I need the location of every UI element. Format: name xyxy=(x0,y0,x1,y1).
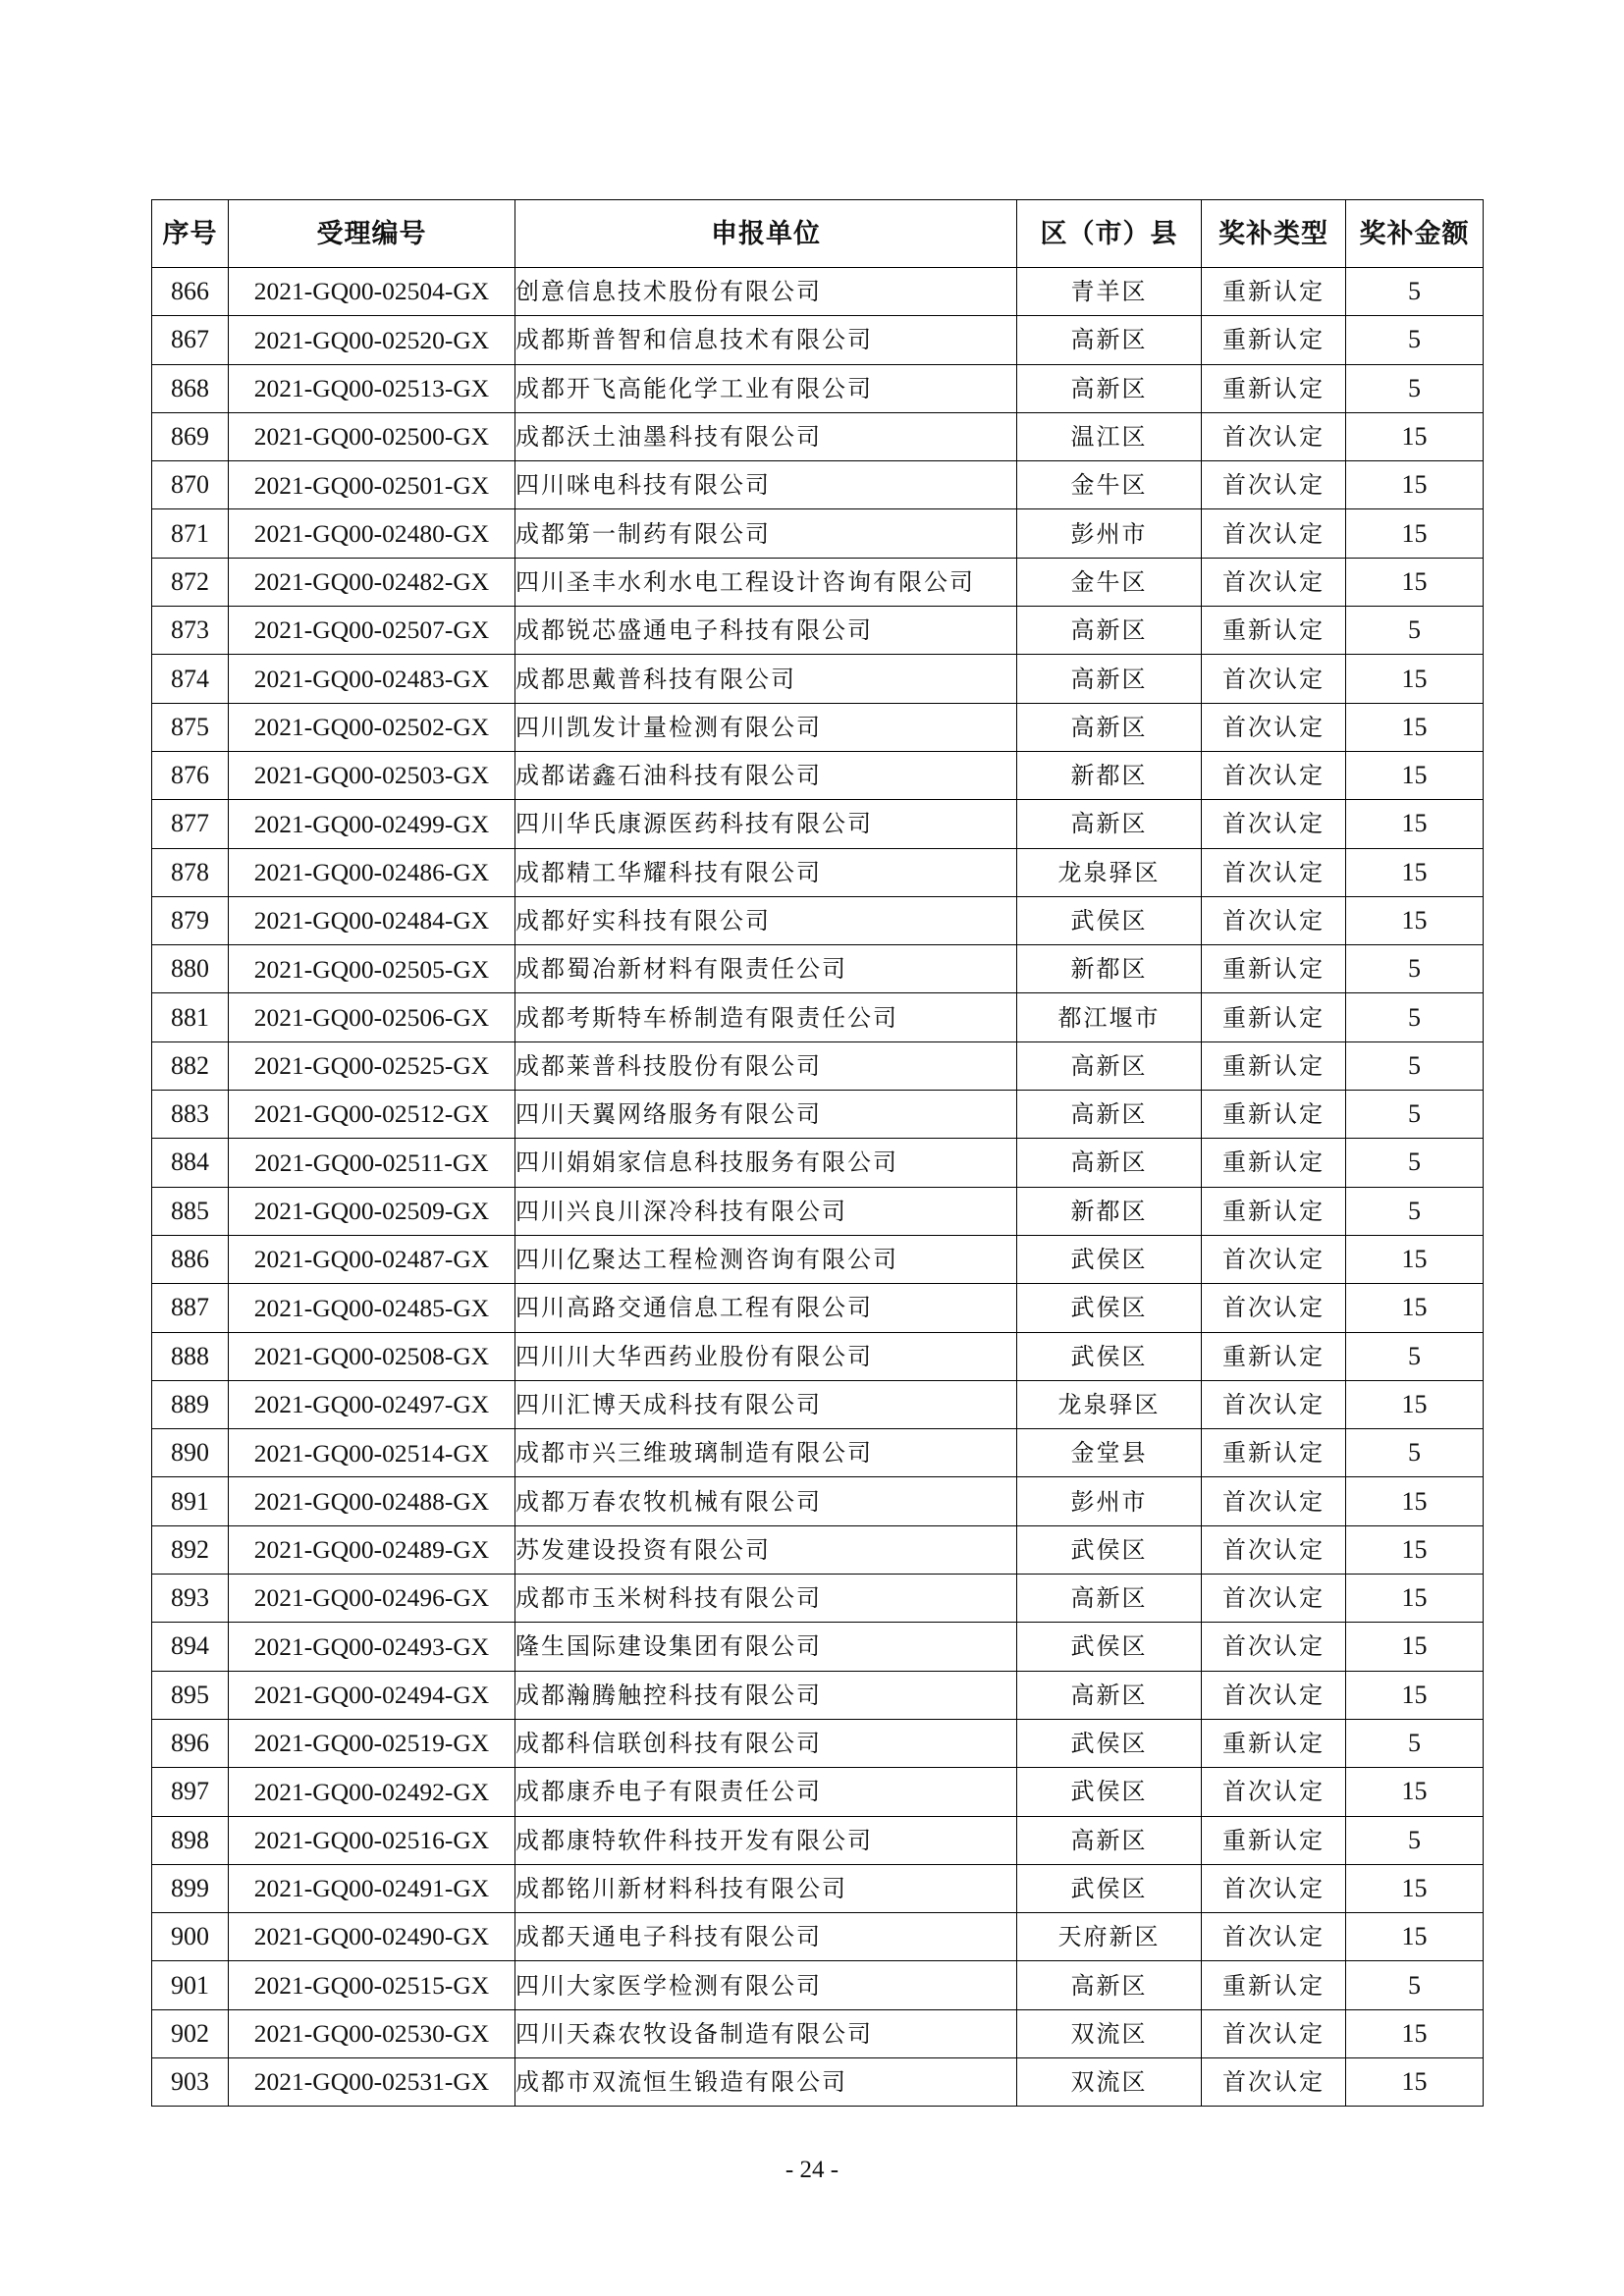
cell-area: 武侯区 xyxy=(1017,1332,1202,1380)
cell-type: 重新认定 xyxy=(1202,316,1346,364)
cell-type: 重新认定 xyxy=(1202,1187,1346,1235)
cell-area: 天府新区 xyxy=(1017,1913,1202,1961)
cell-area: 高新区 xyxy=(1017,655,1202,703)
cell-area: 武侯区 xyxy=(1017,1525,1202,1574)
cell-code: 2021-GQ00-02504-GX xyxy=(229,268,515,316)
cell-code: 2021-GQ00-02509-GX xyxy=(229,1187,515,1235)
cell-type: 首次认定 xyxy=(1202,1477,1346,1525)
cell-unit: 成都锐芯盛通电子科技有限公司 xyxy=(515,607,1017,655)
cell-area: 龙泉驿区 xyxy=(1017,1380,1202,1428)
cell-type: 首次认定 xyxy=(1202,1623,1346,1671)
cell-amount: 15 xyxy=(1346,751,1484,799)
cell-amount: 15 xyxy=(1346,1575,1484,1623)
table-row xyxy=(152,848,1484,896)
cell-code: 2021-GQ00-02513-GX xyxy=(229,364,515,412)
cell-unit: 成都瀚腾触控科技有限公司 xyxy=(515,1671,1017,1719)
cell-unit: 四川川大华西药业股份有限公司 xyxy=(515,1332,1017,1380)
cell-amount: 15 xyxy=(1346,1235,1484,1283)
cell-code: 2021-GQ00-02484-GX xyxy=(229,896,515,944)
cell-unit: 成都康特软件科技开发有限公司 xyxy=(515,1816,1017,1864)
cell-area: 武侯区 xyxy=(1017,1284,1202,1332)
cell-unit: 成都市玉米树科技有限公司 xyxy=(515,1575,1017,1623)
cell-amount: 5 xyxy=(1346,268,1484,316)
table-row xyxy=(152,1332,1484,1380)
cell-amount: 5 xyxy=(1346,316,1484,364)
cell-unit: 苏发建设投资有限公司 xyxy=(515,1525,1017,1574)
table-row xyxy=(152,945,1484,993)
cell-unit: 四川圣丰水利水电工程设计咨询有限公司 xyxy=(515,558,1017,606)
cell-no: 890 xyxy=(152,1429,229,1477)
cell-code: 2021-GQ00-02506-GX xyxy=(229,993,515,1041)
cell-area: 高新区 xyxy=(1017,1575,1202,1623)
cell-unit: 成都斯普智和信息技术有限公司 xyxy=(515,316,1017,364)
cell-code: 2021-GQ00-02507-GX xyxy=(229,607,515,655)
cell-amount: 5 xyxy=(1346,945,1484,993)
cell-unit: 成都考斯特车桥制造有限责任公司 xyxy=(515,993,1017,1041)
table-row xyxy=(152,1284,1484,1332)
cell-type: 重新认定 xyxy=(1202,1961,1346,2009)
cell-no: 895 xyxy=(152,1671,229,1719)
cell-amount: 5 xyxy=(1346,1816,1484,1864)
cell-amount: 15 xyxy=(1346,2057,1484,2106)
table-row xyxy=(152,896,1484,944)
cell-area: 青羊区 xyxy=(1017,268,1202,316)
cell-unit: 成都莱普科技股份有限公司 xyxy=(515,1041,1017,1090)
cell-type: 首次认定 xyxy=(1202,509,1346,558)
cell-area: 龙泉驿区 xyxy=(1017,848,1202,896)
cell-unit: 隆生国际建设集团有限公司 xyxy=(515,1623,1017,1671)
cell-unit: 成都市兴三维玻璃制造有限公司 xyxy=(515,1429,1017,1477)
page-number: - 24 - xyxy=(785,2157,839,2183)
cell-unit: 四川华氏康源医药科技有限公司 xyxy=(515,800,1017,848)
cell-area: 高新区 xyxy=(1017,316,1202,364)
cell-type: 首次认定 xyxy=(1202,896,1346,944)
cell-area: 武侯区 xyxy=(1017,1235,1202,1283)
table-body xyxy=(152,268,1484,2107)
cell-area: 高新区 xyxy=(1017,607,1202,655)
cell-type: 首次认定 xyxy=(1202,703,1346,751)
cell-code: 2021-GQ00-02525-GX xyxy=(229,1041,515,1090)
cell-no: 875 xyxy=(152,703,229,751)
cell-code: 2021-GQ00-02511-GX xyxy=(229,1139,515,1187)
cell-area: 都江堰市 xyxy=(1017,993,1202,1041)
cell-code: 2021-GQ00-02497-GX xyxy=(229,1380,515,1428)
cell-amount: 15 xyxy=(1346,1913,1484,1961)
cell-type: 重新认定 xyxy=(1202,1332,1346,1380)
table-row xyxy=(152,1091,1484,1139)
cell-no: 884 xyxy=(152,1139,229,1187)
cell-unit: 四川天翼网络服务有限公司 xyxy=(515,1091,1017,1139)
cell-area: 新都区 xyxy=(1017,1187,1202,1235)
cell-area: 金牛区 xyxy=(1017,461,1202,509)
cell-no: 866 xyxy=(152,268,229,316)
cell-type: 首次认定 xyxy=(1202,1380,1346,1428)
cell-no: 898 xyxy=(152,1816,229,1864)
cell-unit: 成都沃土油墨科技有限公司 xyxy=(515,412,1017,460)
cell-type: 首次认定 xyxy=(1202,461,1346,509)
cell-type: 首次认定 xyxy=(1202,2009,1346,2057)
cell-no: 889 xyxy=(152,1380,229,1428)
cell-code: 2021-GQ00-02487-GX xyxy=(229,1235,515,1283)
header-unit: 申报单位 xyxy=(515,200,1017,268)
cell-no: 886 xyxy=(152,1235,229,1283)
table-row xyxy=(152,1477,1484,1525)
cell-amount: 15 xyxy=(1346,848,1484,896)
cell-area: 新都区 xyxy=(1017,945,1202,993)
cell-no: 867 xyxy=(152,316,229,364)
cell-amount: 5 xyxy=(1346,1719,1484,1767)
cell-type: 首次认定 xyxy=(1202,1235,1346,1283)
cell-type: 首次认定 xyxy=(1202,1768,1346,1816)
cell-code: 2021-GQ00-02490-GX xyxy=(229,1913,515,1961)
cell-code: 2021-GQ00-02492-GX xyxy=(229,1768,515,1816)
cell-area: 武侯区 xyxy=(1017,1719,1202,1767)
cell-amount: 15 xyxy=(1346,1671,1484,1719)
cell-type: 重新认定 xyxy=(1202,993,1346,1041)
award-table xyxy=(151,199,1484,2107)
cell-area: 高新区 xyxy=(1017,703,1202,751)
table-row xyxy=(152,1575,1484,1623)
cell-type: 首次认定 xyxy=(1202,655,1346,703)
cell-code: 2021-GQ00-02530-GX xyxy=(229,2009,515,2057)
cell-area: 彭州市 xyxy=(1017,509,1202,558)
cell-no: 882 xyxy=(152,1041,229,1090)
cell-unit: 成都万春农牧机械有限公司 xyxy=(515,1477,1017,1525)
cell-unit: 四川天森农牧设备制造有限公司 xyxy=(515,2009,1017,2057)
cell-type: 首次认定 xyxy=(1202,848,1346,896)
cell-area: 高新区 xyxy=(1017,1041,1202,1090)
cell-no: 903 xyxy=(152,2057,229,2106)
cell-amount: 15 xyxy=(1346,1623,1484,1671)
cell-unit: 成都开飞高能化学工业有限公司 xyxy=(515,364,1017,412)
cell-no: 888 xyxy=(152,1332,229,1380)
table-row xyxy=(152,751,1484,799)
cell-unit: 四川大家医学检测有限公司 xyxy=(515,1961,1017,2009)
cell-amount: 15 xyxy=(1346,1477,1484,1525)
cell-type: 重新认定 xyxy=(1202,1091,1346,1139)
cell-unit: 成都康乔电子有限责任公司 xyxy=(515,1768,1017,1816)
cell-no: 885 xyxy=(152,1187,229,1235)
cell-type: 重新认定 xyxy=(1202,1816,1346,1864)
table-row xyxy=(152,2057,1484,2106)
cell-amount: 15 xyxy=(1346,1380,1484,1428)
table-row xyxy=(152,412,1484,460)
cell-type: 重新认定 xyxy=(1202,268,1346,316)
cell-amount: 15 xyxy=(1346,509,1484,558)
cell-code: 2021-GQ00-02512-GX xyxy=(229,1091,515,1139)
cell-no: 879 xyxy=(152,896,229,944)
cell-unit: 四川凯发计量检测有限公司 xyxy=(515,703,1017,751)
cell-unit: 成都第一制药有限公司 xyxy=(515,509,1017,558)
cell-unit: 四川咪电科技有限公司 xyxy=(515,461,1017,509)
cell-area: 武侯区 xyxy=(1017,1768,1202,1816)
cell-area: 新都区 xyxy=(1017,751,1202,799)
cell-code: 2021-GQ00-02485-GX xyxy=(229,1284,515,1332)
cell-amount: 5 xyxy=(1346,993,1484,1041)
table-row xyxy=(152,1041,1484,1090)
cell-unit: 成都天通电子科技有限公司 xyxy=(515,1913,1017,1961)
cell-unit: 成都铭川新材料科技有限公司 xyxy=(515,1864,1017,1912)
cell-amount: 15 xyxy=(1346,800,1484,848)
cell-unit: 成都精工华耀科技有限公司 xyxy=(515,848,1017,896)
cell-area: 高新区 xyxy=(1017,1816,1202,1864)
cell-area: 武侯区 xyxy=(1017,1623,1202,1671)
table-row xyxy=(152,993,1484,1041)
cell-unit: 成都市双流恒生锻造有限公司 xyxy=(515,2057,1017,2106)
cell-no: 870 xyxy=(152,461,229,509)
cell-unit: 四川亿聚达工程检测咨询有限公司 xyxy=(515,1235,1017,1283)
cell-type: 首次认定 xyxy=(1202,1575,1346,1623)
header-area: 区（市）县 xyxy=(1017,200,1202,268)
cell-area: 高新区 xyxy=(1017,800,1202,848)
table-row xyxy=(152,607,1484,655)
cell-no: 877 xyxy=(152,800,229,848)
cell-code: 2021-GQ00-02500-GX xyxy=(229,412,515,460)
cell-type: 重新认定 xyxy=(1202,607,1346,655)
cell-type: 重新认定 xyxy=(1202,1139,1346,1187)
cell-code: 2021-GQ00-02501-GX xyxy=(229,461,515,509)
cell-area: 高新区 xyxy=(1017,364,1202,412)
cell-no: 876 xyxy=(152,751,229,799)
cell-no: 900 xyxy=(152,1913,229,1961)
header-amount: 奖补金额 xyxy=(1346,200,1484,268)
cell-no: 893 xyxy=(152,1575,229,1623)
cell-amount: 15 xyxy=(1346,1864,1484,1912)
cell-no: 887 xyxy=(152,1284,229,1332)
cell-no: 872 xyxy=(152,558,229,606)
cell-unit: 四川汇博天成科技有限公司 xyxy=(515,1380,1017,1428)
cell-code: 2021-GQ00-02499-GX xyxy=(229,800,515,848)
cell-amount: 15 xyxy=(1346,461,1484,509)
table-row xyxy=(152,558,1484,606)
cell-no: 878 xyxy=(152,848,229,896)
cell-unit: 四川高路交通信息工程有限公司 xyxy=(515,1284,1017,1332)
cell-amount: 15 xyxy=(1346,558,1484,606)
cell-unit: 创意信息技术股份有限公司 xyxy=(515,268,1017,316)
table-row xyxy=(152,1429,1484,1477)
cell-unit: 成都诺鑫石油科技有限公司 xyxy=(515,751,1017,799)
cell-amount: 5 xyxy=(1346,1041,1484,1090)
header-type: 奖补类型 xyxy=(1202,200,1346,268)
cell-type: 重新认定 xyxy=(1202,1719,1346,1767)
cell-unit: 四川娟娟家信息科技服务有限公司 xyxy=(515,1139,1017,1187)
cell-amount: 5 xyxy=(1346,607,1484,655)
table-row xyxy=(152,1719,1484,1767)
cell-code: 2021-GQ00-02531-GX xyxy=(229,2057,515,2106)
cell-type: 首次认定 xyxy=(1202,558,1346,606)
cell-amount: 5 xyxy=(1346,1429,1484,1477)
cell-no: 869 xyxy=(152,412,229,460)
cell-type: 首次认定 xyxy=(1202,412,1346,460)
cell-code: 2021-GQ00-02508-GX xyxy=(229,1332,515,1380)
cell-area: 金牛区 xyxy=(1017,558,1202,606)
cell-code: 2021-GQ00-02514-GX xyxy=(229,1429,515,1477)
cell-code: 2021-GQ00-02515-GX xyxy=(229,1961,515,2009)
cell-amount: 15 xyxy=(1346,412,1484,460)
cell-no: 871 xyxy=(152,509,229,558)
cell-code: 2021-GQ00-02503-GX xyxy=(229,751,515,799)
header-code: 受理编号 xyxy=(229,200,515,268)
cell-code: 2021-GQ00-02491-GX xyxy=(229,1864,515,1912)
table-row xyxy=(152,1671,1484,1719)
table-row xyxy=(152,1913,1484,1961)
cell-amount: 5 xyxy=(1346,1139,1484,1187)
cell-amount: 15 xyxy=(1346,2009,1484,2057)
cell-no: 894 xyxy=(152,1623,229,1671)
cell-no: 868 xyxy=(152,364,229,412)
cell-amount: 5 xyxy=(1346,1187,1484,1235)
cell-code: 2021-GQ00-02502-GX xyxy=(229,703,515,751)
table-row xyxy=(152,1525,1484,1574)
table-row xyxy=(152,1187,1484,1235)
cell-type: 首次认定 xyxy=(1202,1671,1346,1719)
cell-unit: 成都好实科技有限公司 xyxy=(515,896,1017,944)
cell-no: 901 xyxy=(152,1961,229,2009)
cell-unit: 成都蜀冶新材料有限责任公司 xyxy=(515,945,1017,993)
cell-area: 高新区 xyxy=(1017,1091,1202,1139)
table-row xyxy=(152,1961,1484,2009)
cell-no: 881 xyxy=(152,993,229,1041)
table-row xyxy=(152,800,1484,848)
cell-code: 2021-GQ00-02489-GX xyxy=(229,1525,515,1574)
cell-no: 873 xyxy=(152,607,229,655)
cell-amount: 15 xyxy=(1346,1768,1484,1816)
table-row xyxy=(152,364,1484,412)
cell-amount: 5 xyxy=(1346,364,1484,412)
cell-area: 双流区 xyxy=(1017,2057,1202,2106)
cell-type: 首次认定 xyxy=(1202,800,1346,848)
table-row xyxy=(152,1864,1484,1912)
cell-no: 892 xyxy=(152,1525,229,1574)
cell-unit: 成都思戴普科技有限公司 xyxy=(515,655,1017,703)
table-row xyxy=(152,509,1484,558)
cell-code: 2021-GQ00-02516-GX xyxy=(229,1816,515,1864)
cell-type: 重新认定 xyxy=(1202,1429,1346,1477)
cell-code: 2021-GQ00-02519-GX xyxy=(229,1719,515,1767)
cell-amount: 5 xyxy=(1346,1961,1484,2009)
cell-amount: 15 xyxy=(1346,703,1484,751)
cell-code: 2021-GQ00-02486-GX xyxy=(229,848,515,896)
table-row xyxy=(152,1768,1484,1816)
table-row xyxy=(152,268,1484,316)
cell-unit: 成都科信联创科技有限公司 xyxy=(515,1719,1017,1767)
cell-amount: 5 xyxy=(1346,1091,1484,1139)
cell-area: 高新区 xyxy=(1017,1961,1202,2009)
cell-code: 2021-GQ00-02493-GX xyxy=(229,1623,515,1671)
cell-amount: 15 xyxy=(1346,1284,1484,1332)
cell-code: 2021-GQ00-02505-GX xyxy=(229,945,515,993)
cell-area: 双流区 xyxy=(1017,2009,1202,2057)
cell-code: 2021-GQ00-02482-GX xyxy=(229,558,515,606)
cell-area: 高新区 xyxy=(1017,1139,1202,1187)
cell-type: 首次认定 xyxy=(1202,751,1346,799)
cell-no: 896 xyxy=(152,1719,229,1767)
table-row xyxy=(152,316,1484,364)
table-row xyxy=(152,1139,1484,1187)
table-row xyxy=(152,1380,1484,1428)
cell-no: 874 xyxy=(152,655,229,703)
cell-area: 武侯区 xyxy=(1017,896,1202,944)
table-row xyxy=(152,461,1484,509)
cell-no: 891 xyxy=(152,1477,229,1525)
cell-area: 温江区 xyxy=(1017,412,1202,460)
table-row xyxy=(152,655,1484,703)
cell-code: 2021-GQ00-02496-GX xyxy=(229,1575,515,1623)
cell-type: 重新认定 xyxy=(1202,945,1346,993)
cell-code: 2021-GQ00-02488-GX xyxy=(229,1477,515,1525)
cell-code: 2021-GQ00-02520-GX xyxy=(229,316,515,364)
table-header xyxy=(152,200,1484,268)
table-row xyxy=(152,703,1484,751)
cell-area: 彭州市 xyxy=(1017,1477,1202,1525)
cell-type: 首次认定 xyxy=(1202,2057,1346,2106)
table-row xyxy=(152,1235,1484,1283)
cell-type: 首次认定 xyxy=(1202,1284,1346,1332)
cell-area: 高新区 xyxy=(1017,1671,1202,1719)
cell-no: 902 xyxy=(152,2009,229,2057)
header-row xyxy=(152,200,1484,268)
cell-code: 2021-GQ00-02480-GX xyxy=(229,509,515,558)
cell-type: 首次认定 xyxy=(1202,1864,1346,1912)
cell-unit: 四川兴良川深冷科技有限公司 xyxy=(515,1187,1017,1235)
cell-type: 重新认定 xyxy=(1202,1041,1346,1090)
cell-no: 899 xyxy=(152,1864,229,1912)
cell-amount: 15 xyxy=(1346,896,1484,944)
cell-no: 897 xyxy=(152,1768,229,1816)
cell-code: 2021-GQ00-02494-GX xyxy=(229,1671,515,1719)
table-row xyxy=(152,1816,1484,1864)
header-no: 序号 xyxy=(152,200,229,268)
cell-type: 首次认定 xyxy=(1202,1525,1346,1574)
cell-type: 重新认定 xyxy=(1202,364,1346,412)
cell-amount: 15 xyxy=(1346,1525,1484,1574)
table-row xyxy=(152,2009,1484,2057)
cell-amount: 5 xyxy=(1346,1332,1484,1380)
cell-code: 2021-GQ00-02483-GX xyxy=(229,655,515,703)
cell-amount: 15 xyxy=(1346,655,1484,703)
cell-no: 880 xyxy=(152,945,229,993)
table-row xyxy=(152,1623,1484,1671)
cell-type: 首次认定 xyxy=(1202,1913,1346,1961)
cell-no: 883 xyxy=(152,1091,229,1139)
cell-area: 武侯区 xyxy=(1017,1864,1202,1912)
cell-area: 金堂县 xyxy=(1017,1429,1202,1477)
